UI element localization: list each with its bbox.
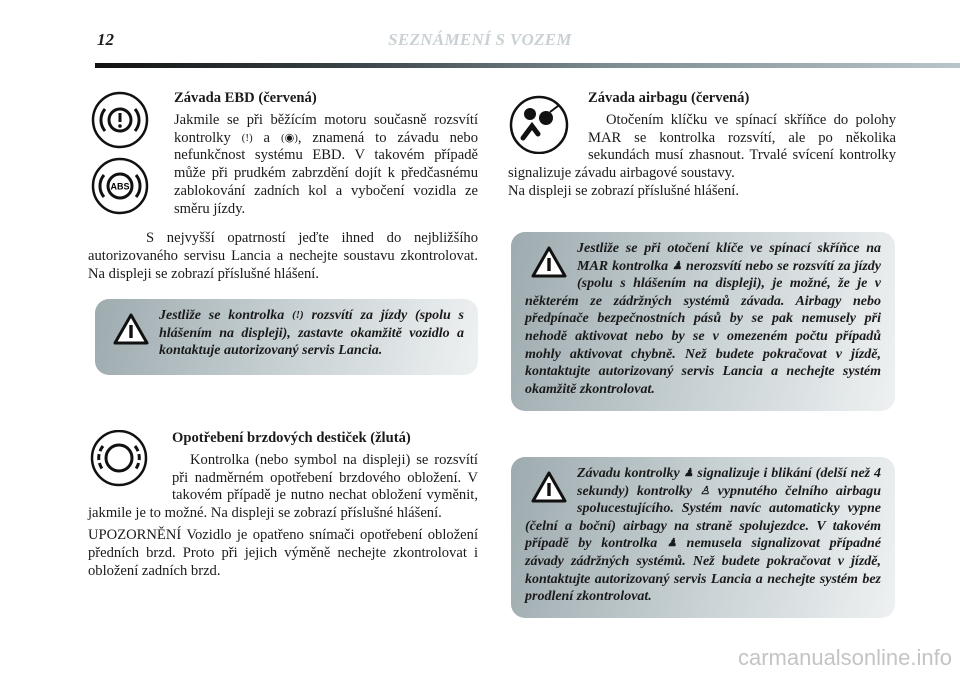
warning-triangle-icon [113,313,149,345]
page-number: 12 [97,30,114,49]
warning-triangle-icon [531,246,567,278]
brake-warning-inline-icon: (!) [241,131,253,144]
airbag-icon [508,90,580,154]
airbag-inline-icon: ♟ [672,259,683,272]
brake-warning-icon [90,90,152,230]
warning-triangle-icon [531,471,567,503]
airbag-paragraph: Otočením klíčku ve spínací skříňce do polohy MAR se kontrolka rozsvítí, ale po několika sekundách musí zhasnout. Trvalé svícení kontrolky signalizuje závadu airbagové soustavy. [508,111,896,182]
brake-pad-paragraph: Kontrolka (nebo symbol na displeji) se rozsvítí při nadměrném opotřebení brzdového obložení. V takovém případě je nutno nechat obložení vyměnit, jakmile je to možné. Na displeji se zobrazí příslušné hlášení. [88,451,478,522]
airbag-inline-icon: ♟ [666,537,677,550]
airbag-section [508,90,896,201]
brake-warning-inline-icon: (!) [292,309,304,321]
brake-pad-icon [88,430,164,490]
ebd-paragraph-2: S nejvyšší opatrností jeďte ihned do nejbližšího autorizovaného servisu Lancia a nechejte soustavu zkontrolovat. Na displeji se zobrazí příslušné hlášení. [88,230,478,282]
airbag-title: Závada airbagu (červená) [588,90,750,106]
ebd-icons [90,90,166,230]
abs-icon [93,159,147,213]
warning-box-ebd: Jestliže se kontrolka (!) rozsvítí za jízdy (spolu s hlášením na displeji), zastavte okamžitě vozidlo a kontaktuje autorizovaný servis Lancia. [95,299,478,375]
svg-text:ABS: ABS [110,181,130,192]
brake-pad-section [88,430,478,580]
warning-box-passenger-airbag: Závadu kontrolky ♟ signalizuje i blikání (delší než 4 sekundy) kontrolky ♙ vypnutého čelního airbagu spolucestujícího. Systém navíc automaticky vypne (čelní a boční) airbagy na straně spolujezdce. V takovém případě by kontrolka ♟ nemusela signalizovat případné závady zádržných systémů. Než budete pokračovat v jízdě, kontaktujte autorizovaný servis Lancia a nechejte systém bez prodlení zkontrolovat. [511,457,895,618]
brake-pad-notice: UPOZORNĚNÍ Vozidlo je opatřeno snímači opotřebení obložení předních brzd. Proto při jejich výměně nechejte zkontrolovat i obložení zadních brzd. [88,526,478,579]
section-title: SEZNÁMENÍ S VOZEM [388,30,572,49]
ebd-title: Závada EBD (červená) [174,90,317,106]
airbag-inline-icon: ♟ [683,467,694,479]
header-bar [95,63,960,68]
brake-pad-title: Opotřebení brzdových destiček (žlutá) [172,430,411,446]
ebd-paragraph: Jakmile se při běžícím motoru současně rozsvítí kontrolky (!) a (◉), znamená to závadu nebo nefunkčnost systému EBD. V takovém případě může při prudkém zabrzdění dojít k předčasnému zablokování zadních kol a vybočení vozidla ze směru jízdy. [174,111,479,217]
warning-box-airbag: Jestliže se při otočení klíče ve spínací skříňce na MAR kontrolka ♟ nerozsvítí nebo se rozsvítí za jízdy (spolu s hlášením na displeji), je možné, že je v některém ze zádržných systémů závada. Airbagy nebo předpínače bezpečnostních pásů by se pak nemusely při nehodě aktivovat nebo by se v omezeném počtu případů mohly aktivovat chybně. Než budete pokračovat v jízdě, kontaktujte autorizovaný servis Lancia a nechejte systém okamžitě zkontrolovat. [511,232,895,411]
airbag-paragraph-2: Na displeji se zobrazí příslušné hlášení. [508,182,740,199]
abs-inline-icon: (◉) [280,131,298,144]
passenger-airbag-off-inline-icon: ♙ [699,484,710,497]
ebd-section [88,90,478,283]
watermark: carmanualsonline.info [737,645,952,670]
